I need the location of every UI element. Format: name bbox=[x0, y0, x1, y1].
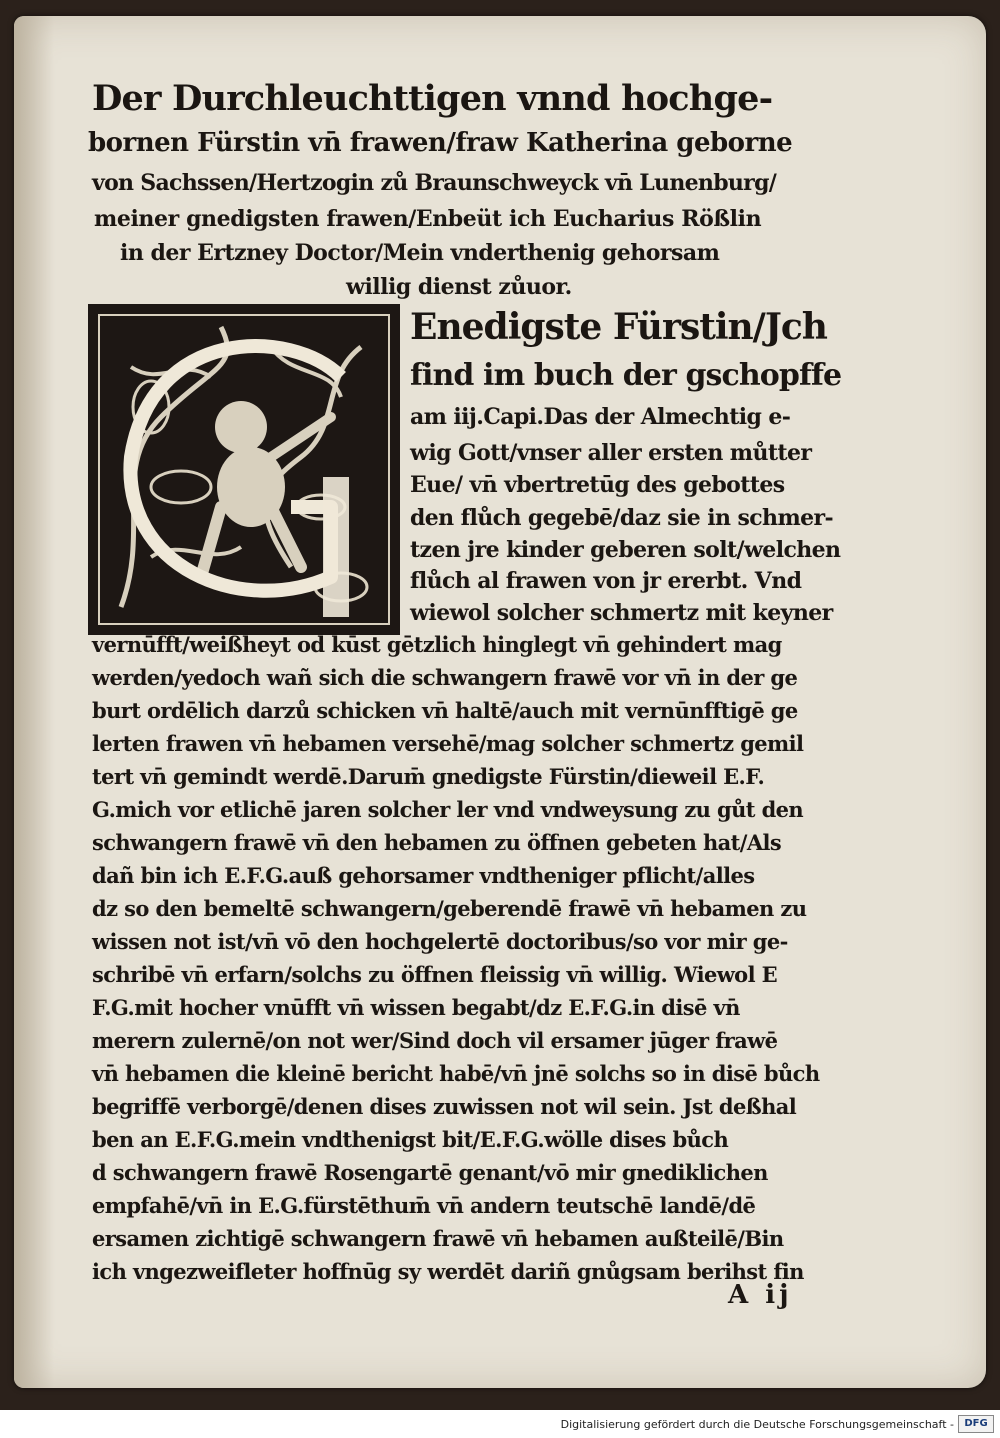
heading-line-6: willig dienst zůuor. bbox=[346, 274, 572, 300]
body-line-27: empfahē/vn̄ in E.G.fürstēthum̄ vn̄ andern teutschē landē/dē bbox=[92, 1193, 756, 1218]
signature-mark: A ij bbox=[728, 1280, 793, 1310]
body-line-2: find im buch der gschopffe bbox=[410, 358, 842, 393]
heading-line-5: in der Ertzney Doctor/Mein vnderthenig gehorsam bbox=[120, 240, 720, 266]
body-line-28: ersamen zichtigē schwangern frawē vn̄ hebamen außteilē/Bin bbox=[92, 1226, 784, 1251]
body-line-26: d schwangern frawē Rosengartē genant/vō mir gnediklichen bbox=[92, 1160, 768, 1185]
body-line-22: merern zulernē/on not wer/Sind doch vil ersamer jūger frawē bbox=[92, 1028, 778, 1053]
body-line-11: werden/yedoch wañ sich die schwangern frawē vor vn̄ in der ge bbox=[92, 665, 798, 690]
body-line-25: ben an E.F.G.mein vndthenigst bit/E.F.G.wölle dises bůch bbox=[92, 1127, 729, 1152]
body-line-17: dañ bin ich E.F.G.auß gehorsamer vndtheniger pflicht/alles bbox=[92, 863, 755, 888]
body-line-12: burt ordēlich darzů schicken vn̄ haltē/auch mit vernūnfftigē ge bbox=[92, 698, 798, 723]
heading-line-2: bornen Fürstin vn̄ frawen/fraw Katherina geborne bbox=[88, 128, 793, 158]
body-line-14: tert vn̄ gemindt werdē.Darum̄ gnedigste Fürstin/dieweil E.F. bbox=[92, 764, 765, 789]
body-line-7: tzen jre kinder geberen solt/welchen bbox=[410, 537, 841, 563]
body-line-1: Enedigste Fürstin/Jch bbox=[410, 306, 827, 348]
body-line-16: schwangern frawē vn̄ den hebamen zu öffnen gebeten hat/Als bbox=[92, 830, 782, 855]
body-line-9: wiewol solcher schmertz mit keyner bbox=[410, 600, 833, 626]
heading-line-1: Der Durchleuchttigen vnnd hochge- bbox=[92, 78, 773, 119]
heading-line-4: meiner gnedigsten frawen/Enbeüt ich Eucharius Rößlin bbox=[94, 206, 762, 232]
body-line-3: am iij.Capi.Das der Almechtig e- bbox=[410, 404, 791, 430]
body-line-8: flůch al frawen von jr ererbt. Vnd bbox=[410, 568, 802, 594]
woodcut-initial bbox=[88, 304, 400, 635]
body-line-29: ich vngezweifleter hoffnūg sy werdēt dariñ gnůgsam berihst fin bbox=[92, 1259, 804, 1284]
body-line-4: wig Gott/vnser aller ersten můtter bbox=[410, 440, 812, 466]
body-line-19: wissen not ist/vn̄ vō den hochgelertē doctoribus/so vor mir ge- bbox=[92, 929, 788, 954]
body-line-23: vn̄ hebamen die kleinē bericht habē/vn̄ jnē solchs so in disē bůch bbox=[92, 1061, 820, 1086]
footer-bar bbox=[0, 1410, 1000, 1438]
body-line-20: schribē vn̄ erfarn/solchs zu öffnen fleissig vn̄ willig. Wiewol E bbox=[92, 962, 778, 987]
body-line-10: vernūfft/weißheyt od kūst gētzlich hinglegt vn̄ gehindert mag bbox=[92, 632, 782, 657]
body-line-5: Eue/ vn̄ vbertretūg des gebottes bbox=[410, 472, 785, 498]
woodcut-initial-art bbox=[91, 307, 397, 632]
dfg-logo-icon: DFG bbox=[958, 1415, 994, 1433]
heading-line-3: von Sachssen/Hertzogin zů Braunschweyck vn̄ Lunenburg/ bbox=[92, 170, 777, 196]
body-line-18: dz so den bemeltē schwangern/geberendē frawē vn̄ hebamen zu bbox=[92, 896, 807, 921]
body-line-15: G.mich vor etlichē jaren solcher ler vnd vndweysung zu gůt den bbox=[92, 797, 804, 822]
body-line-6: den flůch gegebē/daz sie in schmer- bbox=[410, 505, 834, 531]
footer-credit: Digitalisierung gefördert durch die Deutsche Forschungsgemeinschaft - bbox=[560, 1418, 954, 1431]
body-line-24: begriffē verborgē/denen dises zuwissen not wil sein. Jst deßhal bbox=[92, 1094, 797, 1119]
body-line-13: lerten frawen vn̄ hebamen versehē/mag solcher schmertz gemil bbox=[92, 731, 804, 756]
body-line-21: F.G.mit hocher vnūfft vn̄ wissen begabt/dz E.F.G.in disē vn̄ bbox=[92, 995, 740, 1020]
page-gutter-shadow bbox=[14, 16, 54, 1388]
